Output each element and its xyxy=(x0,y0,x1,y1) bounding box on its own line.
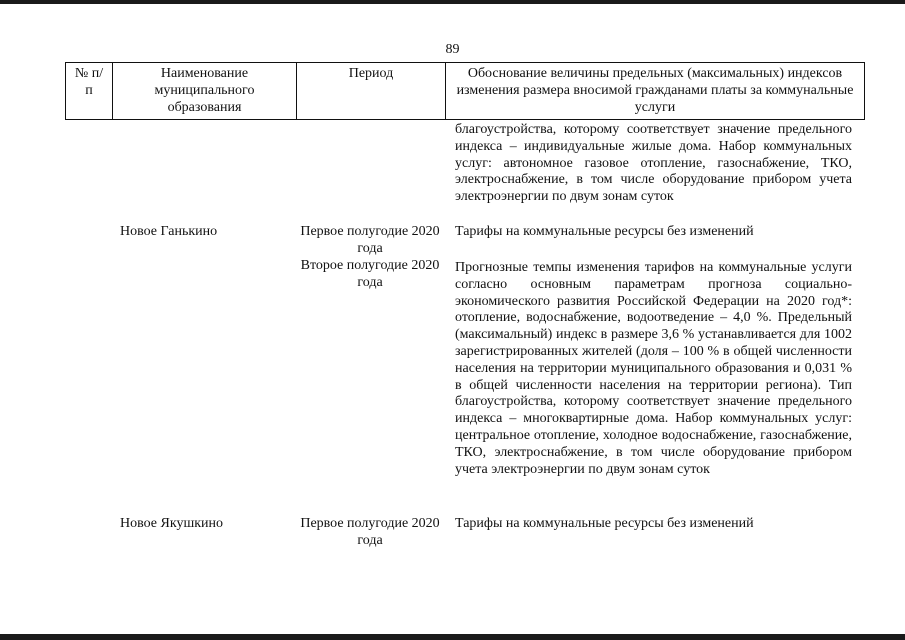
justification-text: Тарифы на коммунальные ресурсы без изменений xyxy=(455,224,754,239)
header-num xyxy=(65,62,112,120)
header-name xyxy=(112,62,296,120)
period-label: Первое полугодие 2020 года xyxy=(300,516,440,548)
municipality-name: Новое Ганькино xyxy=(120,224,218,239)
continuation-text: благоустройства, которому соответствует значение предельного индекса – индивидуальные жилые дома. Набор коммунальных услуг: автономное газовое отопление, газоснабжение, ТКО, электроснабжение, в том числе оборудование прибором учета электроэнергии по двум зонам суток xyxy=(455,122,852,205)
period-label: Второе полугодие 2020 года xyxy=(300,258,440,290)
justification-text: Прогнозные темпы изменения тарифов на коммунальные услуги согласно основным параметрам прогноза социально-экономического развития Российской Федерации на 2020 год*: отопление, водоснабжение, водоотведение – 4,0 %. Предельный (максимальный) индекс в размере 3,6 % устанавливается для 1002 зарегистрированных жителей (доля – 100 % в общей численности населения на территории муниципального образования и 0,031 % в общей численности населения на территории региона). Тип благоустройства, которому соответствует значение предельного индекса – многоквартирные дома. Набор коммунальных услуг: центральное отопление, холодное водоснабжение, газоснабжение, ТКО, электроснабжение, в том числе оборудование прибором учета электроэнергии по двум зонам суток xyxy=(455,260,852,477)
header-justification xyxy=(445,62,865,120)
period-label: Первое полугодие 2020 года xyxy=(300,224,440,256)
header-period-text: Период xyxy=(348,66,394,81)
header-num-text: № п/п xyxy=(74,66,104,98)
header-period xyxy=(296,62,445,120)
municipality-name: Новое Якушкино xyxy=(120,516,224,531)
top-border xyxy=(0,0,905,4)
bottom-border xyxy=(0,634,905,640)
justification-text: Тарифы на коммунальные ресурсы без изменений xyxy=(455,516,754,531)
header-justification-text: Обоснование величины предельных (максимальных) индексов изменения размера вносимой гражданами платы за коммунальные услуги xyxy=(456,66,854,115)
header-name-text: Наименование муниципального образования xyxy=(154,66,255,115)
page-number: 89 xyxy=(445,42,460,57)
